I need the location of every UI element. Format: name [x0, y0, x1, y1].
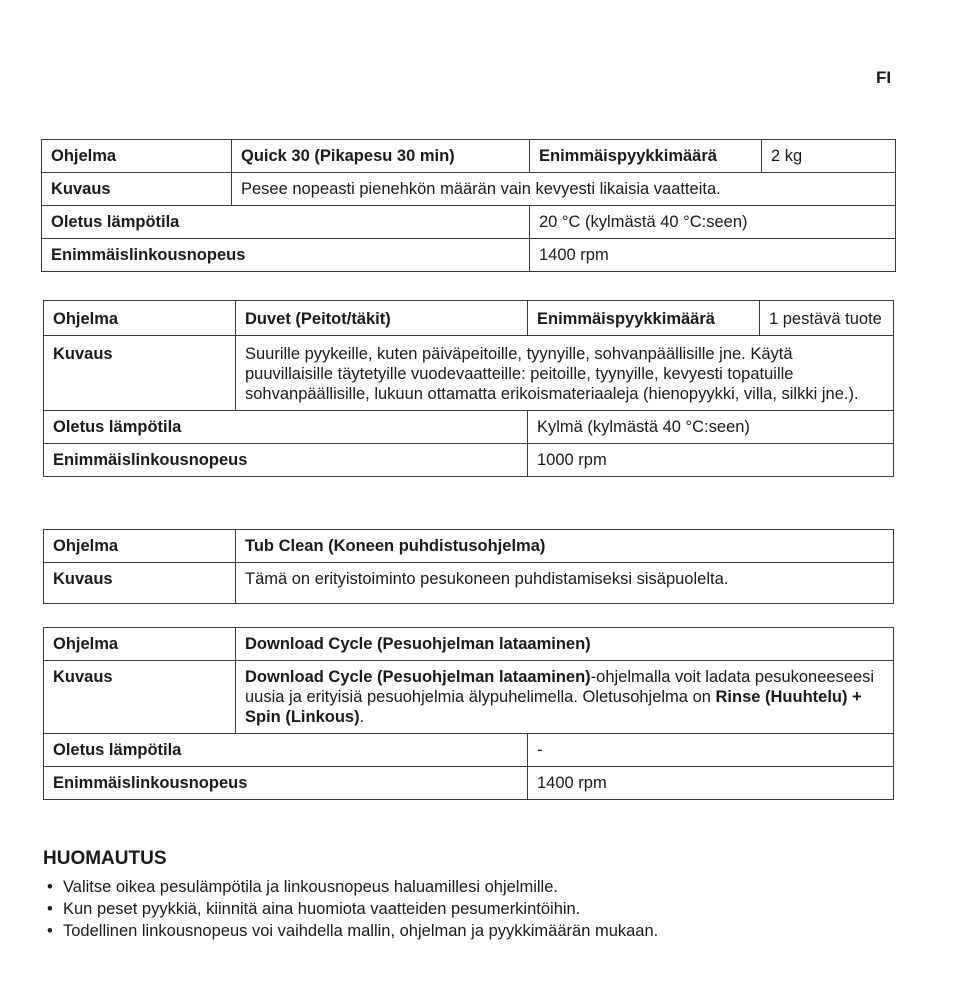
table-row	[44, 411, 894, 444]
table-row	[44, 444, 894, 477]
table-row	[42, 173, 896, 206]
description-label: Kuvaus	[42, 173, 232, 206]
description-bold-default: Rinse (Huuhtelu) + Spin (Linkous)	[245, 688, 862, 726]
table-row	[42, 140, 896, 173]
description-text: Pesee nopeasti pienehkön määrän vain kevyesti likaisia vaatteita.	[232, 173, 896, 206]
temperature-value: -	[528, 734, 894, 767]
program-table-quick30	[41, 139, 896, 272]
temperature-label: Oletus lämpötila	[44, 411, 528, 444]
program-name: Duvet (Peitot/täkit)	[236, 301, 528, 336]
program-label: Ohjelma	[44, 301, 236, 336]
program-table-download-cycle	[43, 627, 894, 800]
list-item: • Kun peset pyykkiä, kiinnitä aina huomiota vaatteiden pesumerkintöihin.	[43, 898, 658, 920]
program-label: Ohjelma	[44, 628, 236, 661]
program-label: Ohjelma	[44, 530, 236, 563]
table-row	[44, 563, 894, 604]
table-row	[44, 530, 894, 563]
description-label: Kuvaus	[44, 336, 236, 411]
description-text	[236, 661, 894, 734]
note-list	[43, 876, 658, 942]
list-item: • Todellinen linkousnopeus voi vaihdella mallin, ohjelman ja pyykkimäärän mukaan.	[43, 920, 658, 942]
program-name: Quick 30 (Pikapesu 30 min)	[232, 140, 530, 173]
table-row	[42, 239, 896, 272]
description-text: Suurille pyykeille, kuten päiväpeitoille, tyynyille, sohvanpäällisille jne. Käytä puuvillaisille täytetyille vuodevaatteille: peitoille, tyynyille, kevyesti topatuille sohvanpäällisille, lukuun ottamatta erikoismateriaaleja (hienopyykki, villa, silkki jne.).	[236, 336, 894, 411]
language-code: FI	[876, 68, 892, 87]
table-row	[44, 661, 894, 734]
temperature-label: Oletus lämpötila	[42, 206, 530, 239]
table-row	[44, 628, 894, 661]
max-load-value: 1 pestävä tuote	[760, 301, 894, 336]
program-name: Tub Clean (Koneen puhdistusohjelma)	[236, 530, 894, 563]
spin-label: Enimmäislinkousnopeus	[44, 767, 528, 800]
table-row	[44, 767, 894, 800]
program-table-duvet	[43, 300, 894, 477]
spin-value: 1400 rpm	[530, 239, 896, 272]
list-item: • Valitse oikea pesulämpötila ja linkousnopeus haluamillesi ohjelmille.	[43, 876, 658, 898]
temperature-value: Kylmä (kylmästä 40 °C:seen)	[528, 411, 894, 444]
table-row	[44, 336, 894, 411]
table-row	[44, 301, 894, 336]
table-row	[42, 206, 896, 239]
spin-value: 1400 rpm	[528, 767, 894, 800]
table-row	[44, 734, 894, 767]
spin-value: 1000 rpm	[528, 444, 894, 477]
max-load-label: Enimmäispyykkimäärä	[530, 140, 762, 173]
description-text: Tämä on erityistoiminto pesukoneen puhdistamiseksi sisäpuolelta.	[236, 563, 894, 604]
program-label: Ohjelma	[42, 140, 232, 173]
description-label: Kuvaus	[44, 563, 236, 604]
program-table-tub-clean	[43, 529, 894, 604]
max-load-label: Enimmäispyykkimäärä	[528, 301, 760, 336]
description-label: Kuvaus	[44, 661, 236, 734]
note-heading: HUOMAUTUS	[43, 848, 167, 869]
program-name: Download Cycle (Pesuohjelman lataaminen)	[236, 628, 894, 661]
description-bold-program: Download Cycle (Pesuohjelman lataaminen)	[245, 668, 591, 686]
max-load-value: 2 kg	[762, 140, 896, 173]
description-body: -ohjelmalla voit ladata pesukoneeseesi uusia ja erityisiä pesuohjelmia älypuhelimella. Oletusohjelma on	[245, 668, 875, 706]
spin-label: Enimmäislinkousnopeus	[44, 444, 528, 477]
temperature-label: Oletus lämpötila	[44, 734, 528, 767]
spin-label: Enimmäislinkousnopeus	[42, 239, 530, 272]
description-end: .	[359, 708, 365, 726]
temperature-value: 20 °C (kylmästä 40 °C:seen)	[530, 206, 896, 239]
